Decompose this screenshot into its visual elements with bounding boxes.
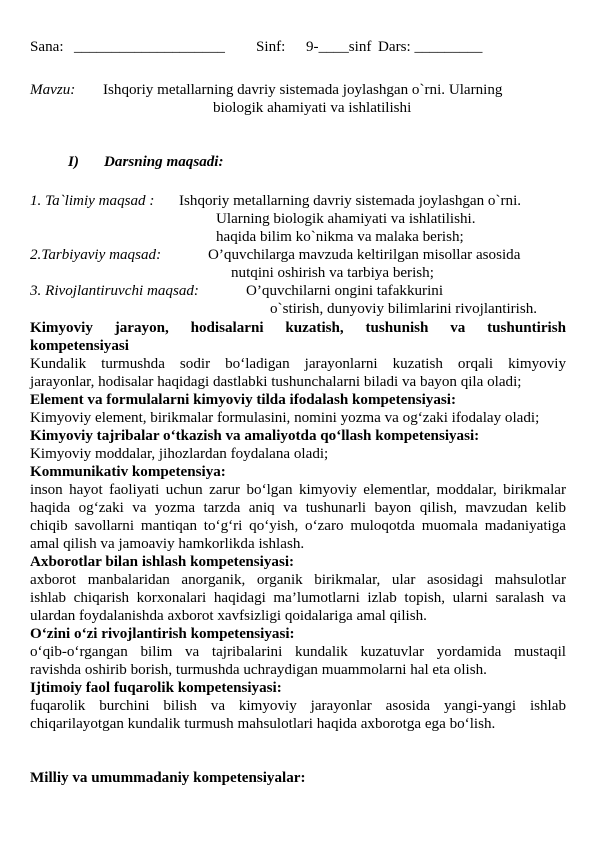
talimiy-goal-line-2: Ularning biologik ahamiyati va ishlatilishi. [216, 211, 476, 227]
competency-2-title: Element va formulalarni kimyoviy tilda ifodalash kompetensiyasi: [30, 392, 456, 408]
competency-2-body-line-1: Kimyoviy element, birikmalar formulasini, nomini yozma va og‘zaki ifodalay oladi; [30, 410, 540, 426]
competency-5-body-line-3: ulardan foydalanishda axborot xavfsizligi qoidalariga amal qilish. [30, 608, 427, 624]
competency-7-body-line-2: chiqarilayotgan kundalik turmush mahsulotlari haqida axborotga ega bo‘lish. [30, 716, 496, 732]
competency-6-body-line-1: o‘qib-o‘rgangan bilim va tajribalarini kundalik kuzatuvlar yordamida mustaqil [30, 644, 566, 660]
rivojlantiruvchi-goal-line-2: o`stirish, dunyoviy bilimlarini rivojlantirish. [270, 301, 538, 317]
mavzu-title-line-2: biologik ahamiyati va ishlatilishi [213, 100, 412, 116]
tarbiyaviy-goal-line-2: nutqini oshirish va tarbiya berish; [231, 265, 434, 281]
competency-3-title: Kimyoviy tajribalar o‘tkazish va amaliyotda qo‘llash kompetensiyasi: [30, 428, 480, 444]
mavzu-label: Mavzu: [30, 82, 76, 98]
sana-label: Sana: [30, 39, 64, 55]
competency-4-title: Kommunikativ kompetensiya: [30, 464, 226, 480]
competency-1-title-line-2: kompetensiyasi [30, 338, 129, 354]
competency-6-body-line-2: ravishda oshirib borish, turmushda uchraydigan muammolarni hal eta olish. [30, 662, 487, 678]
tarbiyaviy-goal-line-1: O’quvchilarga mavzuda keltirilgan misollar asosida [208, 247, 521, 263]
tarbiyaviy-goal-label: 2.Tarbiyaviy maqsad: [30, 247, 162, 263]
section-number: I) [68, 154, 79, 170]
competency-1-title-line-1: Kimyoviy jarayon, hodisalarni kuzatish, tushunish va tushuntirish [30, 320, 566, 336]
competency-1-body-line-1: Kundalik turmushda sodir bo‘ladigan jarayonlarni kuzatish orqali kimyoviy [30, 356, 566, 372]
competency-4-body-line-1: inson hayot faoliyati uchun zarur bo‘lgan kimyoviy elementlar, moddalar, birikmalar [30, 482, 566, 498]
talimiy-goal-label: 1. Ta`limiy maqsad : [30, 193, 155, 209]
rivojlantiruvchi-goal-label: 3. Rivojlantiruvchi maqsad: [30, 283, 199, 299]
section-title: Darsning maqsadi: [104, 154, 224, 170]
competency-1-body-line-2: jarayonlar, hodisalar haqidagi dastlabki tushunchalarni biladi va bayon qila oladi; [30, 374, 522, 390]
competency-5-body-line-1: axborot manbalaridan anorganik, organik birikmalar, ular asosidagi mahsulotlar [30, 572, 566, 588]
sinf-label: Sinf: [256, 39, 286, 55]
competency-3-body-line-1: Kimyoviy moddalar, jihozlardan foydalana oladi; [30, 446, 329, 462]
competency-4-body-line-2: haqida og‘zaki va yozma tarzda aniq va tushunarli bayon qilish, mavzudan kelib [30, 500, 566, 516]
competency-4-body-line-3: chiqib savollarni mantiqan to‘g‘ri qo‘yish, o‘zaro muloqotda muomala madaniyatiga [30, 518, 566, 534]
competency-7-body-line-1: fuqarolik burchini bilish va kimyoviy jarayonlar asosida yangi-yangi ishlab [30, 698, 566, 714]
competency-7-title: Ijtimoiy faol fuqarolik kompetensiyasi: [30, 680, 282, 696]
competency-5-title: Axborotlar bilan ishlash kompetensiyasi: [30, 554, 295, 570]
competency-6-title: O‘zini o‘zi rivojlantirish kompetensiyasi: [30, 626, 295, 642]
rivojlantiruvchi-goal-line-1: O’quvchilarni ongini tafakkurini [246, 283, 444, 299]
competency-5-body-line-2: ishlab chiqarish korxonalari haqidagi ma’lumotlarni izlab topish, ularni saralash va [30, 590, 566, 606]
talimiy-goal-line-3: haqida bilim ko`nikma va malaka berish; [216, 229, 464, 245]
mavzu-title-line-1: Ishqoriy metallarning davriy sistemada joylashgan o`rni. Ularning [103, 82, 503, 98]
sinf-value: 9-____sinf [306, 39, 372, 55]
competency-4-body-line-4: amal qilish va jamoaviy hamkorlikda ishlash. [30, 536, 305, 552]
sana-blank: ____________________ [74, 39, 225, 55]
competency-8-title: Milliy va umummadaniy kompetensiyalar: [30, 770, 306, 786]
talimiy-goal-line-1: Ishqoriy metallarning davriy sistemada joylashgan o`rni. [179, 193, 522, 209]
dars-label: Dars: _________ [378, 39, 483, 55]
